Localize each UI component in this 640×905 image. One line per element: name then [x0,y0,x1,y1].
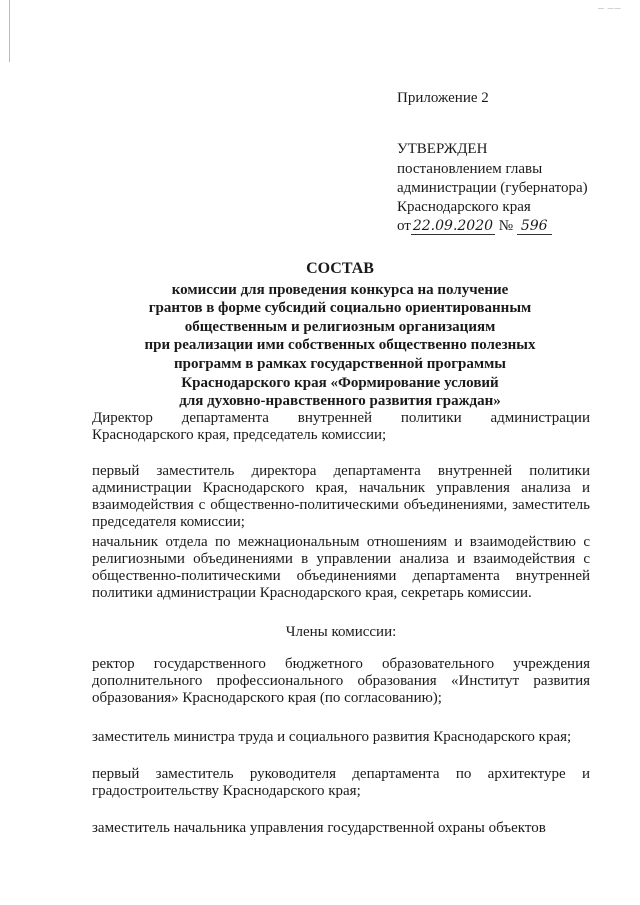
corner-mark: — —— [598,6,622,12]
title-line-3: общественным и религиозным организациям [184,318,496,335]
handwritten-date: 22.09.2020 [412,218,494,234]
approval-heading: УТВЕРЖДЕН [397,141,488,157]
approval-block [397,140,588,236]
members-heading: Члены комиссии: [285,624,397,640]
title-line-2: грантов в форме субсидий социально ориентированным [148,300,532,317]
handwritten-number: 596 [517,218,552,235]
entry-deputy-chairman: первый заместитель директора департамента внутренней политики администрации Краснодарского края, начальник управления анализа и взаимодействия с общественно-политическими объединениями, заместитель председателя комиссии; [92,463,590,530]
member-item: заместитель министра труда и социального развития Краснодарского края; [92,729,572,745]
title-main: СОСТАВ [306,260,374,277]
number-sign: № [498,218,514,234]
approval-date-line [397,217,588,236]
appendix-label: Приложение 2 [397,90,489,106]
entry-chairman: Директор департамента внутренней политики администрации Краснодарского края, председатель комиссии; [92,410,590,443]
approval-line-1: постановлением главы [397,161,543,177]
title-line-5: программ в рамках государственной программы [173,355,507,372]
scan-edge-line [9,0,10,62]
date-prefix: от [397,218,411,234]
member-item: ректор государственного бюджетного образовательного учреждения дополнительного профессионального образования «Институт развития образования» Краснодарского края (по согласованию); [92,656,590,706]
title-line-1: комиссии для проведения конкурса на получение [171,281,509,298]
title-line-7: для духовно-нравственного развития граждан» [179,393,501,410]
approval-line-3: Краснодарского края [397,199,531,215]
approval-line-2: администрации (губернатора) [397,180,588,196]
member-item: первый заместитель руководителя департамента по архитектуре и градостроительству Краснодарского края; [92,766,590,799]
document-title [130,260,550,411]
title-line-4: при реализации ими собственных общественно полезных [144,337,536,354]
member-item: заместитель начальника управления государственной охраны объектов [92,820,546,836]
title-line-6: Краснодарского края «Формирование условий [181,374,499,391]
entry-secretary: начальник отдела по межнациональным отношениям и взаимодействию с религиозными объединениями в управлении анализа и взаимодействия с общественно-политическими объединениями департамента внутренней политики администрации Краснодарского края, секретарь комиссии. [92,534,590,601]
